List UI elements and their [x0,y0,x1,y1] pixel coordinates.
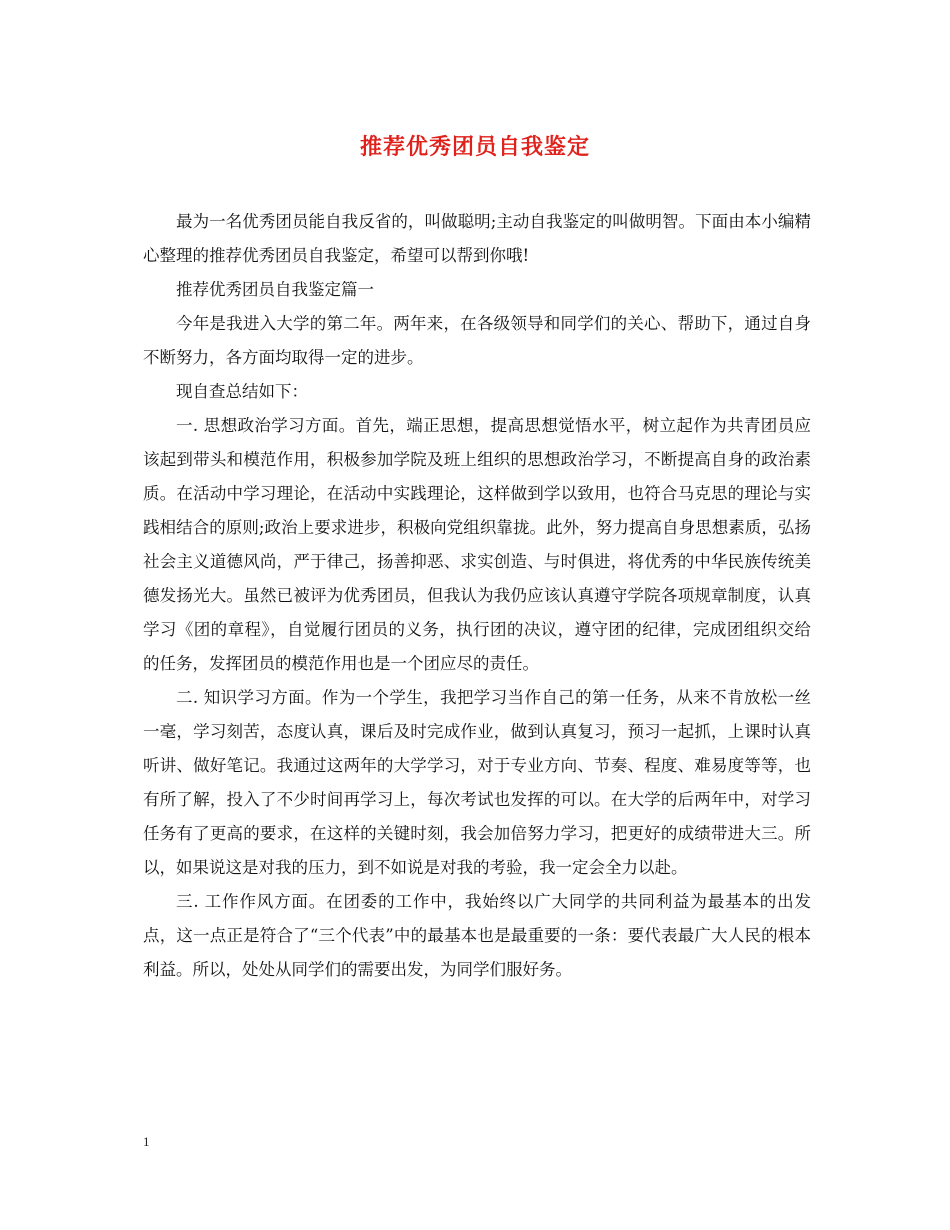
paragraph-section-heading: 推荐优秀团员自我鉴定篇一 [176,280,374,299]
document-title: 推荐优秀团员自我鉴定 [359,134,590,160]
page-number: 1 [143,1134,150,1149]
paragraph-opening: 今年是我进入大学的第二年。两年来，在各级领导和同学们的关心、帮助下，通过自身不断努力，各方面均取得一定的进步。 [143,314,811,367]
paragraph-intro: 最为一名优秀团员能自我反省的，叫做聪明;主动自我鉴定的叫做明智。下面由本小编精心整理的推荐优秀团员自我鉴定，希望可以帮到你哦! [143,212,811,265]
paragraph-ideology: 一. 思想政治学习方面。首先，端正思想，提高思想觉悟水平，树立起作为共青团员应该起到带头和模范作用，积极参加学院及班上组织的思想政治学习，不断提高自身的政治素质。在活动中学习理论，在活动中实践理论，这样做到学以致用，也符合马克思的理论与实践相结合的原则;政治上要求进步，积极向党组织靠拢。此外，努力提高自身思想素质，弘扬社会主义道德风尚，严于律己，扬善抑恶、求实创造、与时俱进，将优秀的中华民族传统美德发扬光大。虽然已被评为优秀团员，但我认为我仍应该认真遵守学院各项规章制度，认真学习《团的章程》，自觉履行团员的义务，执行团的决议，遵守团的纪律，完成团组织交给的任务，发挥团员的模范作用也是一个团应尽的责任。 [143,416,811,673]
document-body [143,205,811,987]
paragraph-study: 二. 知识学习方面。作为一个学生，我把学习当作自己的第一任务，从来不肯放松一丝一毫，学习刻苦，态度认真，课后及时完成作业，做到认真复习，预习一起抓，上课时认真听讲、做好笔记。我通过这两年的大学学习，对于专业方向、节奏、程度、难易度等等，也有所了解，投入了不少时间再学习上，每次考试也发挥的可以。在大学的后两年中，对学习任务有了更高的要求，在这样的关键时刻，我会加倍努力学习，把更好的成绩带进大三。所以，如果说这是对我的压力，到不如说是对我的考验，我一定会全力以赴。 [143,688,811,877]
paragraph-work-style: 三. 工作作风方面。在团委的工作中，我始终以广大同学的共同利益为最基本的出发点，这一点正是符合了“三个代表”中的最基本也是最重要的一条：要代表最广大人民的根本利益。所以，处处从同学们的需要出发，为同学们服好务。 [143,892,811,979]
paragraph-summary-lead: 现自查总结如下： [176,382,308,401]
